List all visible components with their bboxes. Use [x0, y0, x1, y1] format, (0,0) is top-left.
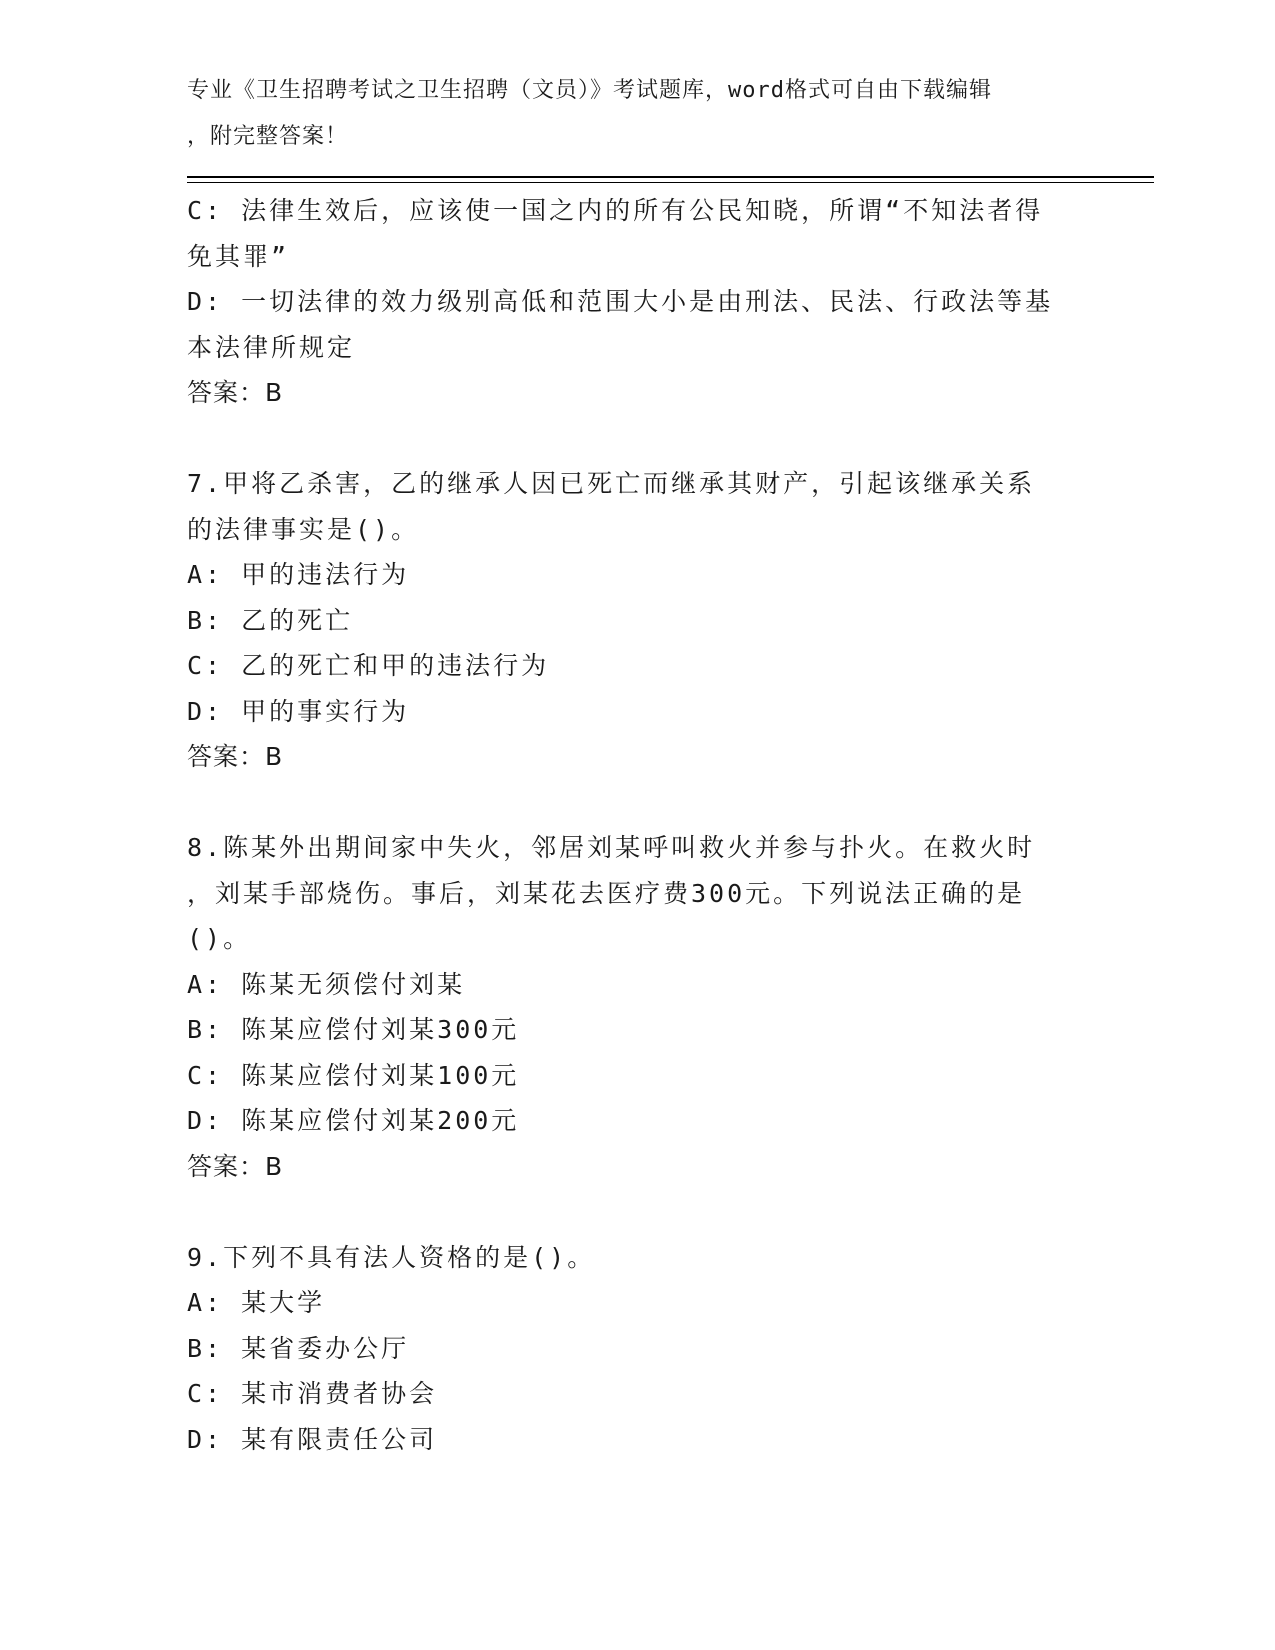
question-9-stem-line-1: 9.下列不具有法人资格的是()。 — [187, 1242, 596, 1272]
document-header — [187, 74, 1087, 165]
question-7-option-d: D: 甲的事实行为 — [187, 696, 410, 726]
header-divider-thin — [187, 182, 1154, 183]
option-c-line-1: C: 法律生效后，应该使一国之内的所有公民知晓，所谓“不知法者得 — [187, 196, 1044, 225]
question-7-option-c: C: 乙的死亡和甲的违法行为 — [187, 651, 550, 680]
question-8-option-d: D: 陈某应偿付刘某200元 — [187, 1106, 520, 1135]
answer-line: 答案：B — [187, 378, 284, 407]
question-7-stem-line-1: 7.甲将乙杀害，乙的继承人因已死亡而继承其财产，引起该继承关系 — [187, 469, 1036, 498]
question-block-7 — [187, 461, 1087, 780]
question-7-option-b: B: 乙的死亡 — [187, 605, 354, 635]
question-8-stem-line-3: ()。 — [187, 924, 252, 953]
question-block-9 — [187, 1235, 1087, 1463]
question-8-option-c: C: 陈某应偿付刘某100元 — [187, 1060, 520, 1090]
question-8-option-b: B: 陈某应偿付刘某300元 — [187, 1015, 520, 1044]
question-7-stem-line-2: 的法律事实是()。 — [187, 514, 420, 544]
question-block-8 — [187, 825, 1087, 1189]
header-divider-thick — [187, 176, 1154, 178]
option-d-line-2: 本法律所规定 — [187, 332, 356, 362]
question-8-answer: 答案：B — [187, 1151, 284, 1181]
question-9-option-d: D: 某有限责任公司 — [187, 1424, 438, 1454]
option-d-line-1: D: 一切法律的效力级别高低和范围大小是由刑法、民法、行政法等基 — [187, 287, 1054, 316]
question-9-option-c: C: 某市消费者协会 — [187, 1379, 438, 1408]
question-8-option-a: A: 陈某无须偿付刘某 — [187, 969, 466, 999]
spacer — [187, 1189, 1087, 1235]
spacer — [187, 780, 1087, 826]
header-line-2: ，附完整答案！ — [187, 123, 349, 149]
question-7-answer: 答案：B — [187, 742, 284, 771]
header-line-1: 专业《卫生招聘考试之卫生招聘（文员）》考试题库，word格式可自由下载编辑 — [187, 78, 992, 103]
question-list — [187, 188, 1087, 1462]
question-8-stem-line-2: ，刘某手部烧伤。事后，刘某花去医疗费300元。下列说法正确的是 — [187, 878, 1026, 908]
spacer — [187, 416, 1087, 462]
question-8-stem-line-1: 8.陈某外出期间家中失火，邻居刘某呼叫救火并参与扑火。在救火时 — [187, 833, 1036, 862]
question-block-prev — [187, 188, 1087, 416]
question-9-option-b: B: 某省委办公厅 — [187, 1333, 410, 1363]
question-9-option-a: A: 某大学 — [187, 1288, 326, 1317]
question-7-option-a: A: 甲的违法行为 — [187, 560, 410, 589]
option-c-line-2: 免其罪” — [187, 241, 290, 271]
